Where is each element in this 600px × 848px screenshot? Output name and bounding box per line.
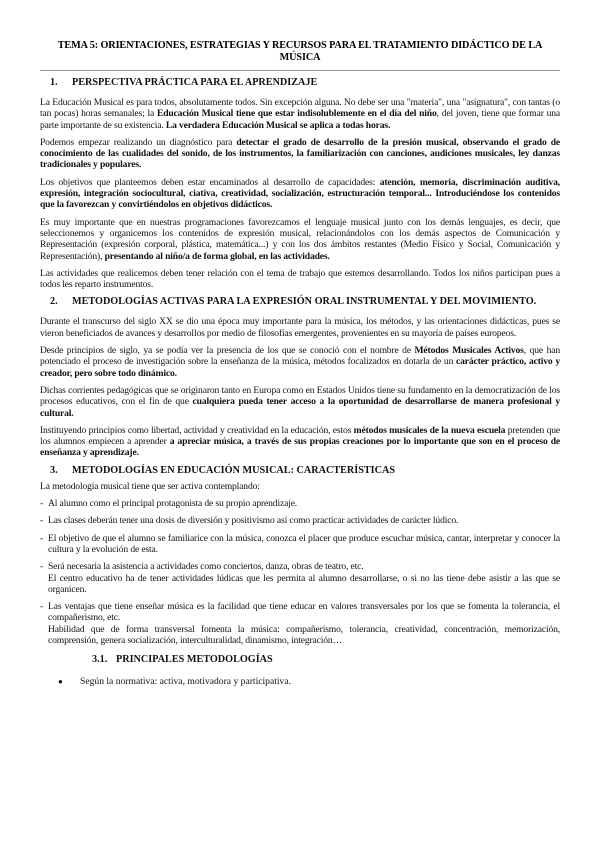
bullet-item — [58, 676, 560, 687]
bullet-dot-icon: ● — [58, 677, 63, 687]
bold-text: a apreciar música, a través de sus propias creaciones por lo importante que son en el proceso de enseñanza y aprendizaje. — [40, 436, 560, 459]
section-title: METODOLOGÍAS ACTIVAS PARA LA EXPRESIÓN ORAL INSTRUMENTAL Y DEL MOVIMIENTO. — [72, 296, 537, 308]
paragraph — [40, 345, 560, 379]
paragraph: Durante el transcurso del siglo XX se dio una época muy importante para la música, los métodos, y las orientaciones didácticas, pues se vieron beneficiados de avances y desarrollos por medio de filosofías emergentes, provenientes en su mayoría de países europeos. — [40, 316, 560, 339]
paragraph — [40, 217, 560, 262]
bold-text: métodos musicales de la nueva escuela — [353, 424, 506, 436]
text-run: Instituyendo principios como libertad, actividad y creatividad en la educación, estos — [40, 424, 354, 436]
section-number: 3. — [50, 464, 58, 476]
paragraph — [40, 97, 560, 131]
text-run: El centro educativo ha de tener actividades lúdicas que les permita al alumno desarrollarse, o si no las tiene debe asistir a las que se organicen. — [48, 572, 560, 595]
paragraph: La metodología musical tiene que ser activa contemplando: — [40, 480, 260, 492]
document-title: TEMA 5: ORIENTACIONES, ESTRATEGIAS Y RECURSOS PARA EL TRATAMIENTO DIDÁCTICO DE LA MÚSICA — [57, 40, 543, 63]
paragraph: Las actividades que realicemos deben tener relación con el tema de trabajo que estemos desarrollando. Todos los niños participan pues a todos les reparto instrumentos. — [40, 267, 560, 291]
paragraph — [40, 177, 560, 211]
section-number: 1. — [50, 77, 58, 88]
section-title: METODOLOGÍAS EN EDUCACIÓN MUSICAL: CARACTERÍSTICAS — [72, 464, 396, 476]
title-divider — [40, 70, 560, 71]
subsection-title: PRINCIPALES METODOLOGÍAS — [116, 654, 273, 666]
text-run: La Educación Musical es para todos, absolutamente todos. Sin excepción alguna. No debe ser una "materia", una "asignatura", con tantas (o tan pocas) horas semanales; la — [40, 97, 560, 120]
list-item: - Al alumno como el principal protagonista de su propio aprendizaje. — [40, 498, 298, 510]
bold-text: La verdadera Educación Musical se aplica a todas horas. — [165, 119, 391, 131]
bold-text: Educación Musical tiene que estar indisolublemente en el día del niño — [156, 108, 437, 120]
section-number: 2. — [50, 296, 58, 308]
paragraph — [40, 137, 560, 171]
subsection-number: 3.1. — [92, 654, 108, 666]
section-3-heading — [40, 465, 560, 477]
list-item: - El objetivo de que el alumno se familiarice con la música, conozca el placer que produce escuchar música, cantar, interpretar y conocer la cultura y la evolución de esta. — [40, 532, 560, 555]
text-run: Las ventajas que tiene enseñar música es la facilidad que tiene educar en valores transversales por los que se fomenta la tolerancia, el compañerismo, etc. — [48, 601, 560, 624]
paragraph — [40, 385, 560, 419]
section-2-heading — [40, 296, 560, 308]
characteristics-list — [40, 498, 560, 646]
list-item: - Las ventajas que tiene enseñar música es la facilidad que tiene educar en valores transversales por los que se fomenta la tolerancia, el compañerismo, etc. Habilidad que de forma transversal fomenta la música: compañerismo, tolerancia, creatividad, concentración, memorización, comprensión, genera socialización, interculturalidad, dinamismo, integración… — [40, 601, 560, 646]
bold-text: presentando al niño/a de forma global, en las actividades. — [104, 250, 330, 262]
bold-text: cualquiera pueda tener acceso a la oportunidad de desarrollarse de manera profesional y cultural. — [40, 396, 561, 419]
bold-text: detectar el grado de desarrollo de la presión musical, observando el grado de conocimiento de las cualidades del sonido, de los instrumentos, la familiarización con canciones, audiciones musicales, ley danzas tradicionales y populares. — [40, 136, 560, 171]
text-run: Dichas corrientes pedagógicas que se originaron tanto en Europa como en Estados Unidos tiene su fundamento en la democratización de los procesos educativos, con el fin de que — [40, 384, 560, 408]
text-run: Será necesaria la asistencia a actividades como conciertos, danza, obras de teatro, etc. — [48, 561, 364, 573]
bold-text: atención, memoria, discriminación auditiva, expresión, integración sociocultural, ciativa, creatividad, socialización, estructuración temporal... Introduciéndose los contenidos que la favorezcan y convirtiéndolos en objetivos didácticos. — [40, 176, 560, 211]
bullet-text: Según la normativa: activa, motivadora y participativa. — [80, 676, 291, 688]
text-run: Desde principios de siglo, ya se podía ver la presencia de los que se conoció con el nombre de — [40, 345, 415, 357]
list-item: - Las clases deberán tener una dosis de diversión y positivismo así como practicar actividades de carácter lúdico. — [40, 515, 459, 527]
bold-text: carácter práctico, activo y creador, pero sobre todo dinámico. — [40, 356, 560, 379]
subsection-3-1-heading — [92, 654, 560, 666]
paragraph — [40, 425, 560, 459]
text-run: Es muy importante que en nuestras programaciones favorezcamos el lenguaje musical junto con los demás lenguajes, es decir, que seleccionemos y organicemos los contenidos de expresión musical, relacionándolos con los demás aspectos de Comunicación y Representación (expresión corporal, plástica, matemática...) y con los dos ámbitos restantes (Medio Físico y Social, Comunicación y Representación), — [40, 216, 560, 262]
text-run: Podemos empezar realizando un diagnóstico para — [40, 136, 237, 148]
section-1-heading — [40, 77, 560, 89]
list-item: - Será necesaria la asistencia a actividades como conciertos, danza, obras de teatro, etc. El centro educativo ha de tener actividades lúdicas que les permita al alumno desarrollarse, o si no las tiene debe asistir a las que se organicen. — [40, 561, 560, 595]
text-run: , del joven, tiene que formar una parte importante de su existencia. — [40, 108, 560, 131]
text-run: pretenden que los alumnos empiecen a aprender — [40, 424, 561, 448]
section-title: PERSPECTIVA PRÁCTICA PARA EL APRENDIZAJE — [72, 77, 318, 88]
text-run: Habilidad que de forma transversal fomenta la música: compañerismo, tolerancia, creatividad, concentración, memorización, comprensión, genera socialización, interculturalidad, dinamismo, integración… — [48, 623, 560, 646]
text-run: Los objetivos que planteemos deben estar encaminados al desarrollo de capacidades: — [40, 176, 380, 188]
bold-text: Métodos Musicales Activos — [414, 345, 524, 357]
text-run: , que han potenciado el proceso de investigación sobre la enseñanza de la música, métodos focalizados en dotarla de un — [40, 345, 560, 368]
